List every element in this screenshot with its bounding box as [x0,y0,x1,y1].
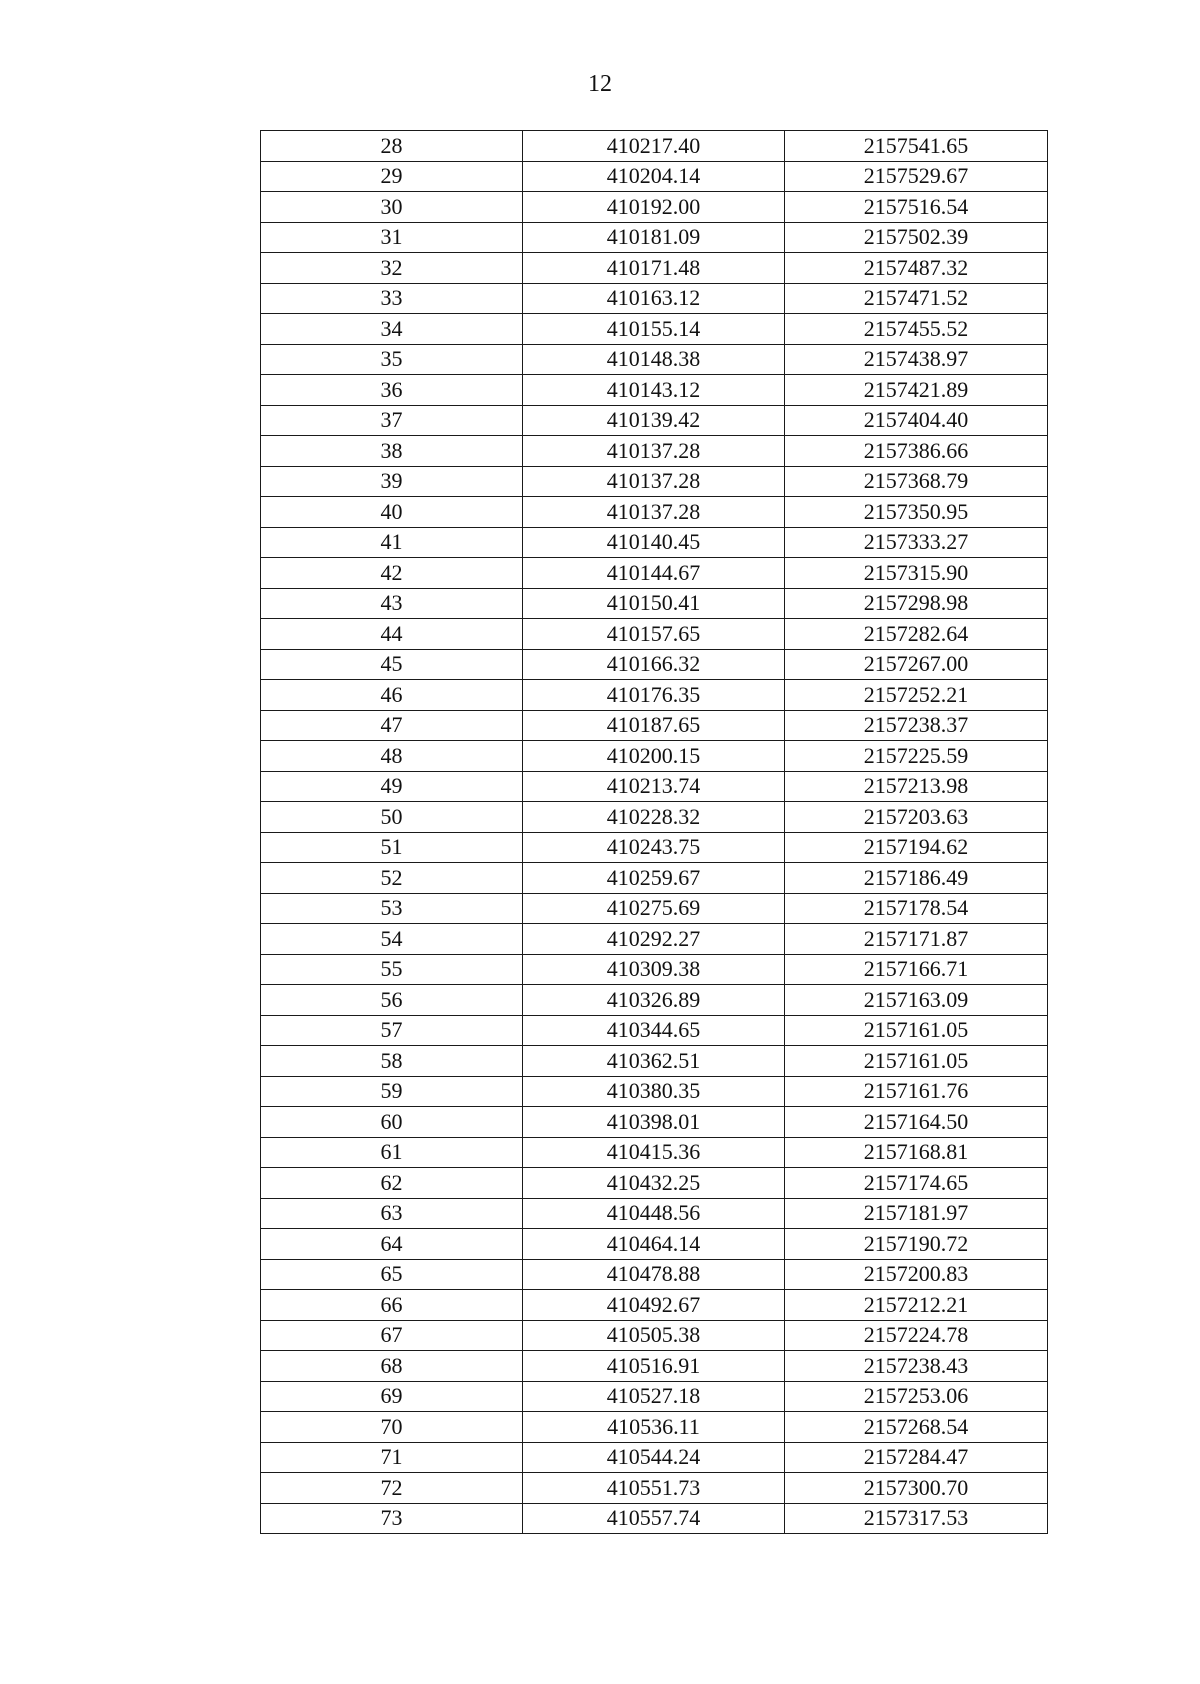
y-coordinate-cell: 2157171.87 [785,924,1048,955]
y-coordinate-cell: 2157161.76 [785,1076,1048,1107]
point-number-cell: 36 [261,375,523,406]
point-number-cell: 28 [261,131,523,162]
point-number-cell: 33 [261,283,523,314]
x-coordinate-cell: 410204.14 [523,161,785,192]
x-coordinate-cell: 410137.28 [523,466,785,497]
x-coordinate-cell: 410536.11 [523,1412,785,1443]
point-number-cell: 60 [261,1107,523,1138]
y-coordinate-cell: 2157164.50 [785,1107,1048,1138]
y-coordinate-cell: 2157368.79 [785,466,1048,497]
point-number-cell: 45 [261,649,523,680]
y-coordinate-cell: 2157190.72 [785,1229,1048,1260]
y-coordinate-cell: 2157386.66 [785,436,1048,467]
y-coordinate-cell: 2157186.49 [785,863,1048,894]
point-number-cell: 67 [261,1320,523,1351]
x-coordinate-cell: 410213.74 [523,771,785,802]
y-coordinate-cell: 2157284.47 [785,1442,1048,1473]
table-row [261,375,1048,406]
y-coordinate-cell: 2157267.00 [785,649,1048,680]
y-coordinate-cell: 2157161.05 [785,1046,1048,1077]
x-coordinate-cell: 410516.91 [523,1351,785,1382]
y-coordinate-cell: 2157252.21 [785,680,1048,711]
y-coordinate-cell: 2157213.98 [785,771,1048,802]
point-number-cell: 70 [261,1412,523,1443]
x-coordinate-cell: 410163.12 [523,283,785,314]
x-coordinate-cell: 410478.88 [523,1259,785,1290]
y-coordinate-cell: 2157225.59 [785,741,1048,772]
y-coordinate-cell: 2157200.83 [785,1259,1048,1290]
x-coordinate-cell: 410181.09 [523,222,785,253]
table-row [261,771,1048,802]
point-number-cell: 55 [261,954,523,985]
x-coordinate-cell: 410157.65 [523,619,785,650]
table-row [261,649,1048,680]
point-number-cell: 72 [261,1473,523,1504]
table-row [261,497,1048,528]
x-coordinate-cell: 410448.56 [523,1198,785,1229]
y-coordinate-cell: 2157161.05 [785,1015,1048,1046]
x-coordinate-cell: 410228.32 [523,802,785,833]
x-coordinate-cell: 410380.35 [523,1076,785,1107]
table-row [261,314,1048,345]
y-coordinate-cell: 2157181.97 [785,1198,1048,1229]
x-coordinate-cell: 410344.65 [523,1015,785,1046]
x-coordinate-cell: 410398.01 [523,1107,785,1138]
y-coordinate-cell: 2157529.67 [785,161,1048,192]
point-number-cell: 65 [261,1259,523,1290]
y-coordinate-cell: 2157502.39 [785,222,1048,253]
y-coordinate-cell: 2157421.89 [785,375,1048,406]
table-row [261,588,1048,619]
table-row [261,710,1048,741]
table-row [261,893,1048,924]
table-row [261,222,1048,253]
point-number-cell: 64 [261,1229,523,1260]
coordinates-table-body [261,131,1048,1534]
point-number-cell: 51 [261,832,523,863]
point-number-cell: 66 [261,1290,523,1321]
coordinates-table [260,130,1048,1534]
x-coordinate-cell: 410527.18 [523,1381,785,1412]
table-row [261,1351,1048,1382]
table-row [261,1320,1048,1351]
table-row [261,558,1048,589]
point-number-cell: 73 [261,1503,523,1534]
y-coordinate-cell: 2157163.09 [785,985,1048,1016]
y-coordinate-cell: 2157315.90 [785,558,1048,589]
point-number-cell: 62 [261,1168,523,1199]
point-number-cell: 29 [261,161,523,192]
y-coordinate-cell: 2157298.98 [785,588,1048,619]
x-coordinate-cell: 410148.38 [523,344,785,375]
point-number-cell: 52 [261,863,523,894]
point-number-cell: 54 [261,924,523,955]
table-row [261,161,1048,192]
x-coordinate-cell: 410217.40 [523,131,785,162]
point-number-cell: 37 [261,405,523,436]
table-row [261,1046,1048,1077]
table-row [261,1412,1048,1443]
y-coordinate-cell: 2157238.43 [785,1351,1048,1382]
table-row [261,344,1048,375]
point-number-cell: 58 [261,1046,523,1077]
y-coordinate-cell: 2157166.71 [785,954,1048,985]
x-coordinate-cell: 410150.41 [523,588,785,619]
x-coordinate-cell: 410557.74 [523,1503,785,1534]
x-coordinate-cell: 410432.25 [523,1168,785,1199]
point-number-cell: 61 [261,1137,523,1168]
x-coordinate-cell: 410243.75 [523,832,785,863]
point-number-cell: 56 [261,985,523,1016]
point-number-cell: 49 [261,771,523,802]
table-row [261,832,1048,863]
x-coordinate-cell: 410143.12 [523,375,785,406]
y-coordinate-cell: 2157203.63 [785,802,1048,833]
table-row [261,863,1048,894]
table-row [261,985,1048,1016]
table-row [261,1168,1048,1199]
table-row [261,253,1048,284]
table-row [261,741,1048,772]
point-number-cell: 53 [261,893,523,924]
table-row [261,680,1048,711]
table-row [261,131,1048,162]
y-coordinate-cell: 2157404.40 [785,405,1048,436]
point-number-cell: 42 [261,558,523,589]
point-number-cell: 39 [261,466,523,497]
point-number-cell: 43 [261,588,523,619]
y-coordinate-cell: 2157238.37 [785,710,1048,741]
x-coordinate-cell: 410415.36 [523,1137,785,1168]
point-number-cell: 69 [261,1381,523,1412]
point-number-cell: 32 [261,253,523,284]
table-row [261,436,1048,467]
table-row [261,1442,1048,1473]
y-coordinate-cell: 2157455.52 [785,314,1048,345]
x-coordinate-cell: 410292.27 [523,924,785,955]
table-row [261,1503,1048,1534]
table-row [261,924,1048,955]
y-coordinate-cell: 2157268.54 [785,1412,1048,1443]
y-coordinate-cell: 2157516.54 [785,192,1048,223]
point-number-cell: 38 [261,436,523,467]
table-row [261,1259,1048,1290]
y-coordinate-cell: 2157541.65 [785,131,1048,162]
y-coordinate-cell: 2157438.97 [785,344,1048,375]
y-coordinate-cell: 2157282.64 [785,619,1048,650]
y-coordinate-cell: 2157317.53 [785,1503,1048,1534]
point-number-cell: 68 [261,1351,523,1382]
table-row [261,1229,1048,1260]
y-coordinate-cell: 2157174.65 [785,1168,1048,1199]
table-row [261,527,1048,558]
x-coordinate-cell: 410544.24 [523,1442,785,1473]
table-row [261,1198,1048,1229]
table-row [261,1473,1048,1504]
x-coordinate-cell: 410192.00 [523,192,785,223]
point-number-cell: 35 [261,344,523,375]
x-coordinate-cell: 410551.73 [523,1473,785,1504]
x-coordinate-cell: 410166.32 [523,649,785,680]
point-number-cell: 71 [261,1442,523,1473]
table-row [261,954,1048,985]
table-row [261,1381,1048,1412]
x-coordinate-cell: 410155.14 [523,314,785,345]
point-number-cell: 46 [261,680,523,711]
y-coordinate-cell: 2157350.95 [785,497,1048,528]
y-coordinate-cell: 2157471.52 [785,283,1048,314]
x-coordinate-cell: 410187.65 [523,710,785,741]
y-coordinate-cell: 2157253.06 [785,1381,1048,1412]
point-number-cell: 31 [261,222,523,253]
y-coordinate-cell: 2157168.81 [785,1137,1048,1168]
point-number-cell: 48 [261,741,523,772]
y-coordinate-cell: 2157333.27 [785,527,1048,558]
x-coordinate-cell: 410144.67 [523,558,785,589]
table-row [261,619,1048,650]
point-number-cell: 40 [261,497,523,528]
table-row [261,1137,1048,1168]
table-row [261,1107,1048,1138]
x-coordinate-cell: 410464.14 [523,1229,785,1260]
x-coordinate-cell: 410140.45 [523,527,785,558]
table-row [261,283,1048,314]
point-number-cell: 57 [261,1015,523,1046]
x-coordinate-cell: 410362.51 [523,1046,785,1077]
y-coordinate-cell: 2157224.78 [785,1320,1048,1351]
x-coordinate-cell: 410200.15 [523,741,785,772]
x-coordinate-cell: 410171.48 [523,253,785,284]
x-coordinate-cell: 410275.69 [523,893,785,924]
x-coordinate-cell: 410137.28 [523,436,785,467]
point-number-cell: 30 [261,192,523,223]
x-coordinate-cell: 410492.67 [523,1290,785,1321]
x-coordinate-cell: 410137.28 [523,497,785,528]
y-coordinate-cell: 2157194.62 [785,832,1048,863]
table-row [261,405,1048,436]
x-coordinate-cell: 410139.42 [523,405,785,436]
y-coordinate-cell: 2157212.21 [785,1290,1048,1321]
x-coordinate-cell: 410176.35 [523,680,785,711]
point-number-cell: 34 [261,314,523,345]
table-row [261,1290,1048,1321]
point-number-cell: 63 [261,1198,523,1229]
x-coordinate-cell: 410259.67 [523,863,785,894]
x-coordinate-cell: 410309.38 [523,954,785,985]
table-row [261,1076,1048,1107]
table-row [261,802,1048,833]
table-row [261,192,1048,223]
point-number-cell: 41 [261,527,523,558]
point-number-cell: 50 [261,802,523,833]
table-row [261,466,1048,497]
x-coordinate-cell: 410326.89 [523,985,785,1016]
x-coordinate-cell: 410505.38 [523,1320,785,1351]
point-number-cell: 44 [261,619,523,650]
y-coordinate-cell: 2157300.70 [785,1473,1048,1504]
point-number-cell: 47 [261,710,523,741]
page-number: 12 [588,71,612,97]
y-coordinate-cell: 2157178.54 [785,893,1048,924]
table-row [261,1015,1048,1046]
y-coordinate-cell: 2157487.32 [785,253,1048,284]
point-number-cell: 59 [261,1076,523,1107]
